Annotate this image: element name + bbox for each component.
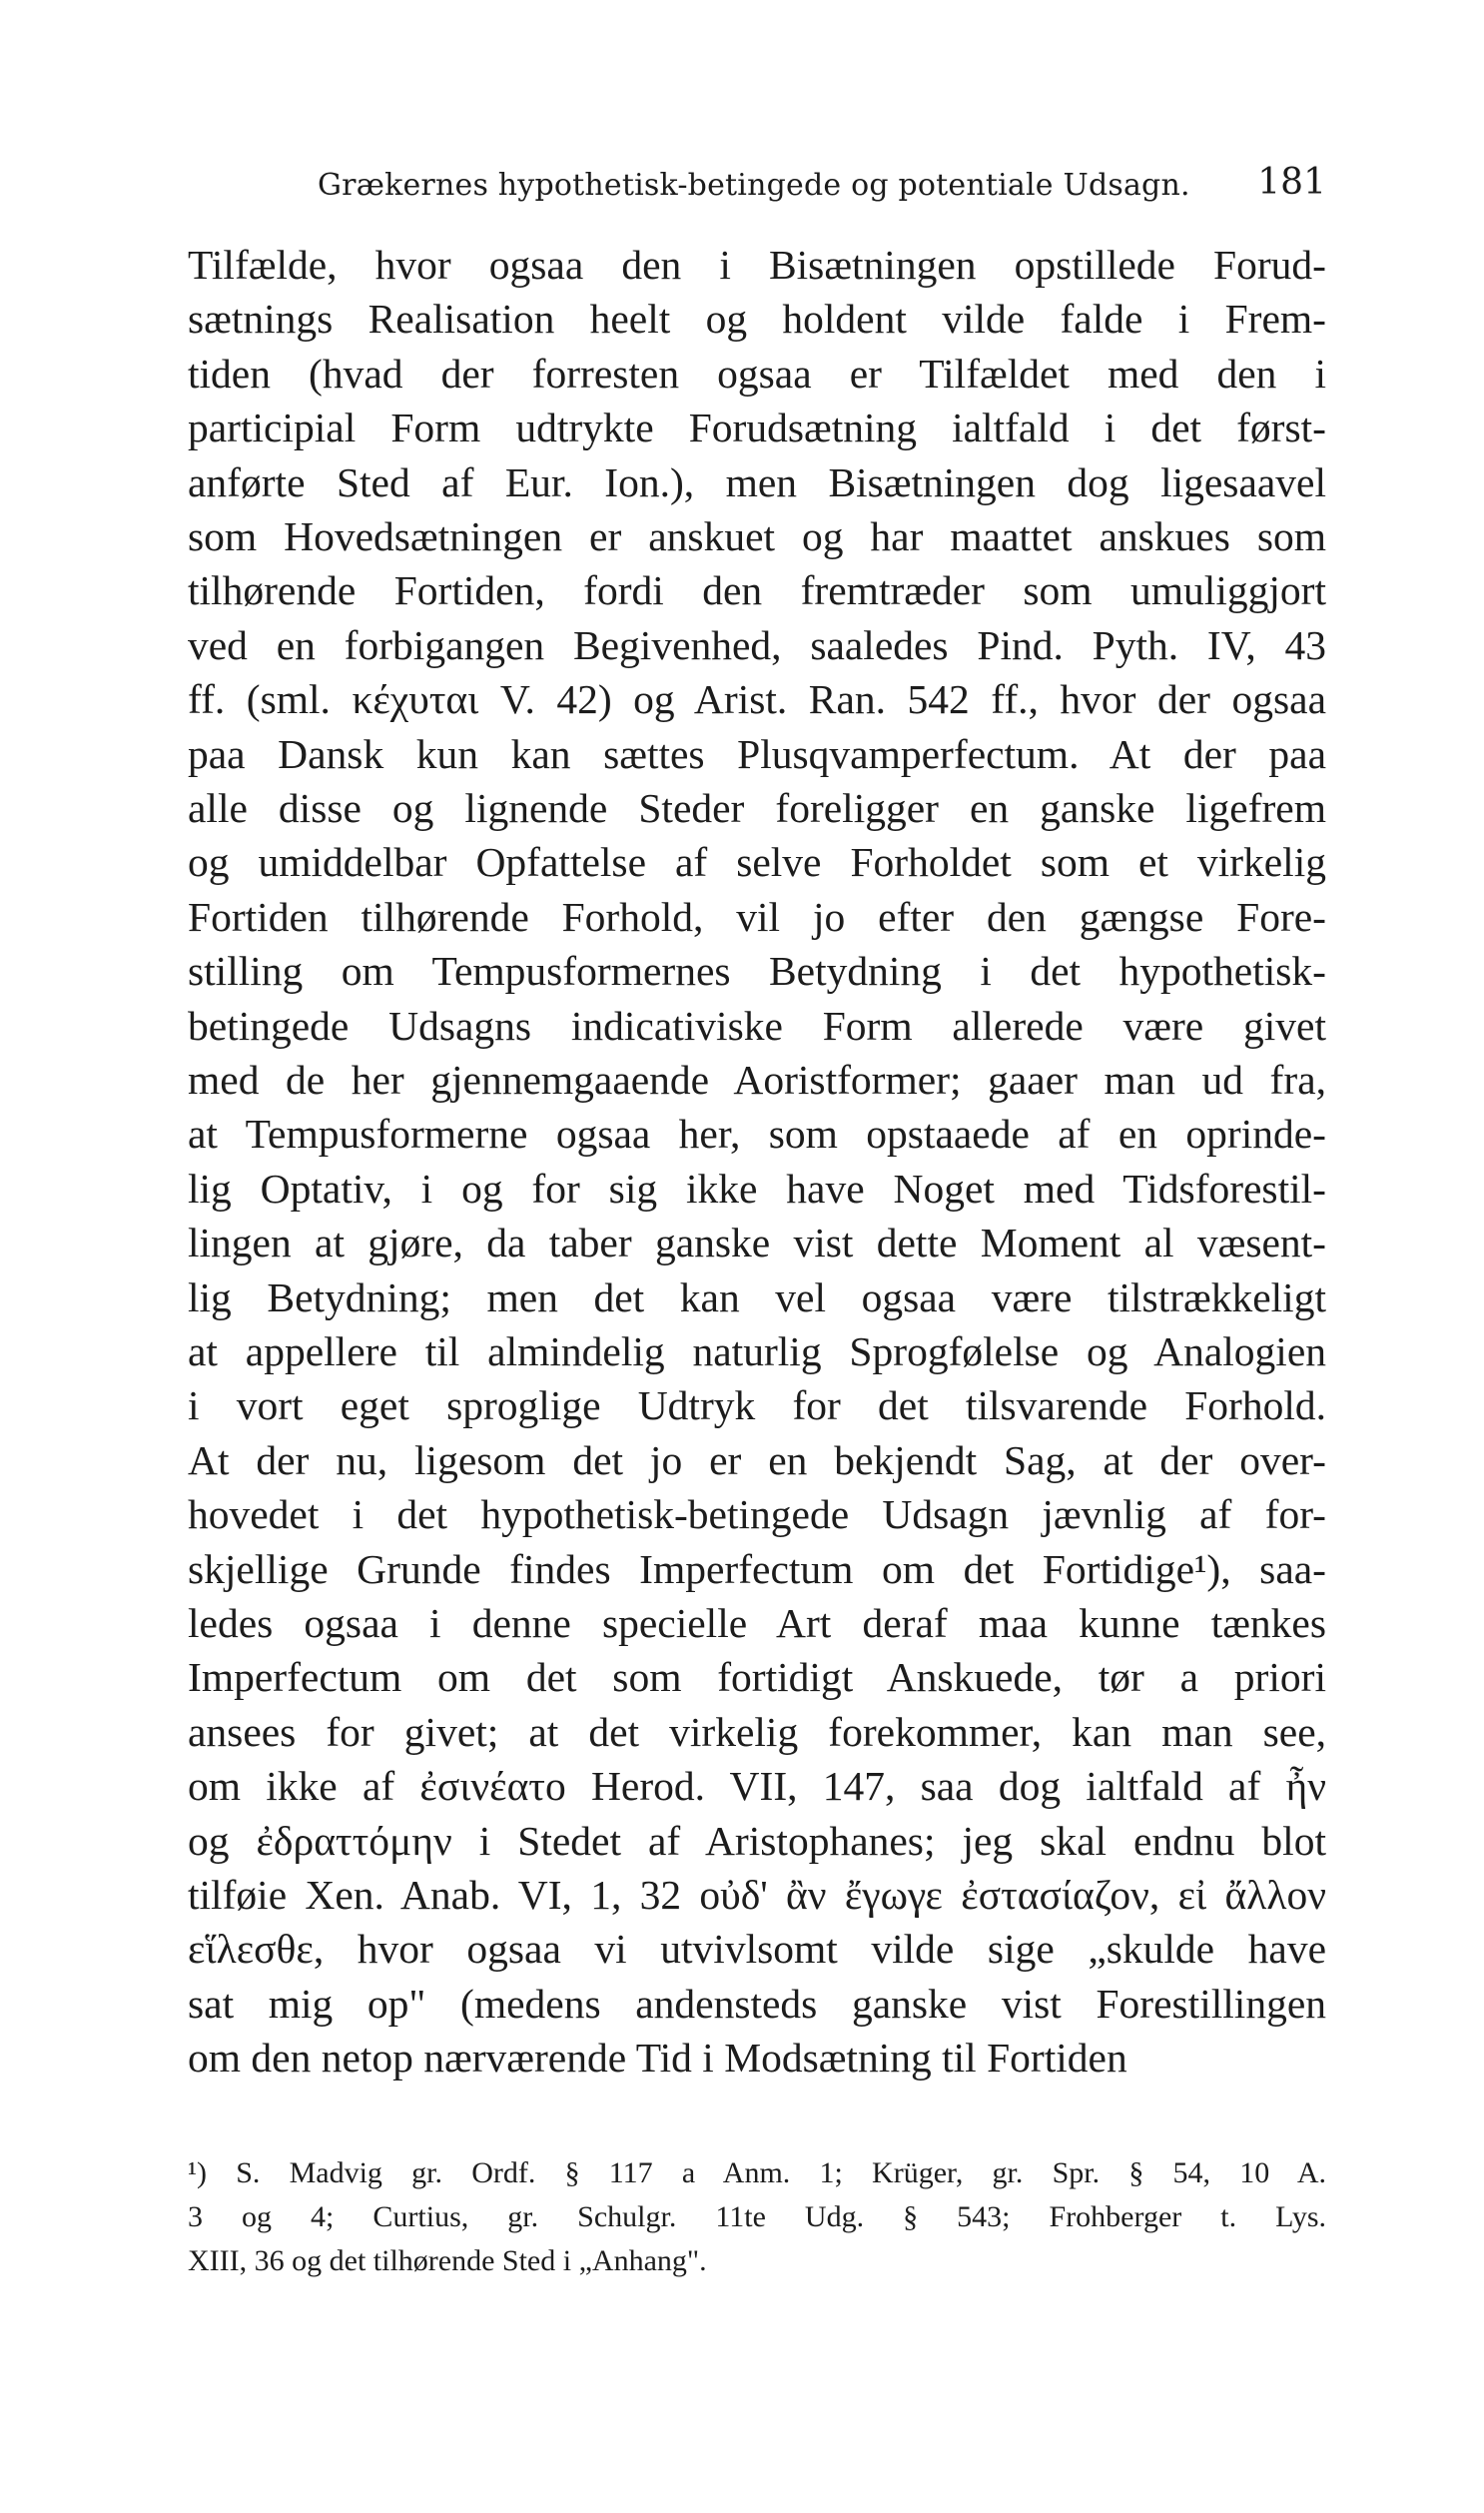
text-line: og ἐδραττόμην i Stedet af Aristophanes; jeg skal endnu blot [188, 1817, 1326, 1864]
text-line: At der nu, ligesom det jo er en bekjendt Sag, at der over- [188, 1436, 1326, 1483]
text-line: paa Dansk kun kan sættes Plusqvamperfectum. At der paa [188, 730, 1326, 777]
text-line: participial Form udtrykte Forudsætning ialtfald i det først- [188, 405, 1326, 451]
text-line: betingede Udsagns indicativiske Form allerede være givet [188, 1002, 1326, 1049]
text-line: ledes ogsaa i denne specielle Art deraf maa kunne tænkes [188, 1600, 1326, 1646]
text-line: hovedet i det hypothetisk-betingede Udsagn jævnlig af for- [188, 1491, 1326, 1538]
page-number: 181 [1257, 162, 1326, 203]
text-line: med de her gjennemgaaende Aoristformer; gaaer man ud fra, [188, 1057, 1326, 1103]
text-line: at appellere til almindelig naturlig Sprogfølelse og Analogien [188, 1328, 1326, 1374]
text-line: tilhørende Fortiden, fordi den fremtræder som umuliggjort [188, 567, 1326, 614]
footnote-line: ¹) S. Madvig gr. Ordf. § 117 a Anm. 1; Krüger, gr. Spr. § 54, 10 A. [188, 2156, 1326, 2189]
footnote-line: 3 og 4; Curtius, gr. Schulgr. 11te Udg. § 543; Frohberger t. Lys. [188, 2200, 1326, 2233]
text-line: εἵλεσθε, hvor ogsaa vi utvivlsomt vilde sige „skulde have [188, 1926, 1326, 1973]
text-line: sat mig op" (medens andensteds ganske vist Forestillingen [188, 1980, 1326, 2027]
text-line: som Hovedsætningen er anskuet og har maattet anskues som [188, 513, 1326, 559]
running-head [318, 162, 1326, 214]
text-line: ansees for givet; at det virkelig forekommer, kan man see, [188, 1708, 1326, 1755]
text-line: om den netop nærværende Tid i Modsætning til Fortiden [188, 2035, 1127, 2082]
footnote-line: XIII, 36 og det tilhørende Sted i „Anhang". [188, 2244, 707, 2277]
text-line: lig Optativ, i og for sig ikke have Noget med Tidsforestil- [188, 1165, 1326, 1212]
text-line: tilføie Xen. Anab. VI, 1, 32 οὐδ' ἂν ἔγωγε ἐστασίαζον, εἰ ἄλλον [188, 1872, 1326, 1918]
text-line: lingen at gjøre, da taber ganske vist dette Moment al væsent- [188, 1220, 1326, 1266]
text-line: stilling om Tempusformernes Betydning i det hypothetisk- [188, 948, 1326, 995]
text-line: Tilfælde, hvor ogsaa den i Bisætningen opstillede Forud- [188, 242, 1326, 288]
text-line: Imperfectum om det som fortidigt Anskuede, tør a priori [188, 1654, 1326, 1701]
text-line: alle disse og lignende Steder foreligger en ganske ligefrem [188, 785, 1326, 831]
text-line: og umiddelbar Opfattelse af selve Forholdet som et virkelig [188, 839, 1326, 886]
text-line: i vort eget sproglige Udtryk for det tilsvarende Forhold. [188, 1382, 1326, 1429]
text-line: Fortiden tilhørende Forhold, vil jo efter den gængse Fore- [188, 893, 1326, 940]
text-line: lig Betydning; men det kan vel ogsaa være tilstrækkeligt [188, 1273, 1326, 1320]
text-line: ff. (sml. κέχυται V. 42) og Arist. Ran. 542 ff., hvor der ogsaa [188, 676, 1326, 723]
text-line: om ikke af ἐσινέατο Herod. VII, 147, saa dog ialtfald af ἦν [188, 1763, 1326, 1810]
text-line: ved en forbigangen Begivenhed, saaledes Pind. Pyth. IV, 43 [188, 621, 1326, 668]
text-line: at Tempusformerne ogsaa her, som opstaaede af en oprinde- [188, 1111, 1326, 1158]
running-title: Grækernes hypothetisk-betingede og potentiale Udsagn. [318, 168, 1190, 203]
text-line: sætnings Realisation heelt og holdent vilde falde i Frem- [188, 296, 1326, 343]
text-line: tiden (hvad der forresten ogsaa er Tilfældet med den i [188, 350, 1326, 397]
text-line: skjellige Grunde findes Imperfectum om det Fortidige¹), saa- [188, 1545, 1326, 1592]
text-line: anførte Sted af Eur. Ion.), men Bisætningen dog ligesaavel [188, 458, 1326, 505]
